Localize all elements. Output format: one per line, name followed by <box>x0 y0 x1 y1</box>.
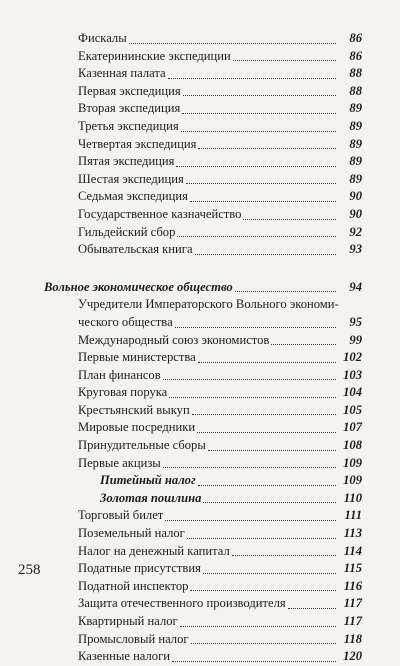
toc-entry-title: Податной инспектор <box>78 578 189 593</box>
toc-entry <box>44 525 362 543</box>
toc-entry <box>44 188 362 206</box>
toc-entry-title: Торговый билет <box>78 508 164 523</box>
page-number: 258 <box>18 562 41 578</box>
toc-subentry <box>44 490 362 508</box>
toc-entry-page: 109 <box>343 473 362 488</box>
toc-entry-title: Принудительные сборы <box>78 438 206 453</box>
toc-section-heading <box>44 279 362 297</box>
dot-leader <box>163 466 336 468</box>
dot-leader <box>168 77 336 79</box>
toc-entry-title: ческого общества <box>78 314 173 329</box>
dot-leader <box>169 396 336 398</box>
toc-entry <box>44 332 362 350</box>
toc-entry-page: 92 <box>349 224 362 239</box>
toc-entry <box>44 419 362 437</box>
toc-entry-title: Податные присутствия <box>78 561 201 576</box>
toc-entry-title: Поземельный налог <box>78 526 185 541</box>
dot-leader <box>203 572 336 574</box>
toc-entry-page: 117 <box>343 596 362 611</box>
dot-leader <box>181 130 336 132</box>
toc-entry-page: 95 <box>349 314 362 329</box>
toc-entry-page: 113 <box>343 526 362 541</box>
toc-entry-page: 110 <box>343 490 362 505</box>
toc-entry-page: 109 <box>343 455 362 470</box>
toc-entry-title: Фискалы <box>78 31 127 45</box>
toc-entry-page: 104 <box>343 385 362 400</box>
toc-entry-title: Крестьянский выкуп <box>78 402 190 417</box>
dot-leader <box>177 235 336 237</box>
dot-leader <box>163 378 336 380</box>
toc-entry <box>44 595 362 613</box>
toc-entry-title: Седьмая экспедиция <box>78 189 188 204</box>
dot-leader <box>208 449 336 451</box>
dot-leader <box>172 660 336 662</box>
dot-leader <box>232 554 336 556</box>
toc-entry <box>44 367 362 385</box>
dot-leader <box>190 200 336 202</box>
dot-leader <box>235 290 336 292</box>
toc-entry-title: Гильдейский сбор <box>78 224 176 239</box>
toc-entry <box>44 241 362 259</box>
toc-entry-page: 93 <box>349 242 362 257</box>
toc-entry-page: 88 <box>349 83 362 98</box>
toc-entry-page: 90 <box>349 206 362 221</box>
toc-entry-title: Обывательская книга <box>78 242 193 257</box>
toc-entry-page: 89 <box>349 118 362 133</box>
toc-entry-page: 86 <box>349 48 362 63</box>
dot-leader <box>271 343 336 345</box>
dot-leader <box>198 147 336 149</box>
dot-leader <box>192 413 336 415</box>
toc-entry <box>44 543 362 561</box>
toc-entry <box>44 153 362 171</box>
toc-entry <box>44 48 362 66</box>
dot-leader <box>197 431 336 433</box>
toc-entry-title: Квартирный налог <box>78 614 178 628</box>
dot-leader <box>233 59 336 61</box>
toc-entry-title: Промысловый налог <box>78 631 189 646</box>
toc-entry-page: 94 <box>349 279 362 294</box>
dot-leader <box>243 218 336 220</box>
toc-entry <box>44 100 362 118</box>
toc-entry-title: Казенная палата <box>78 66 166 81</box>
dot-leader <box>182 112 336 114</box>
toc-subentry-title: Питейный налог <box>100 473 196 488</box>
toc-entry-title: Налог на денежный капитал <box>78 543 230 558</box>
toc-entry-page: 102 <box>343 350 362 365</box>
toc-entry <box>44 30 362 48</box>
toc-entry <box>44 65 362 83</box>
toc-entry <box>44 402 362 420</box>
toc-entry-page: 89 <box>349 101 362 116</box>
toc-entry <box>44 613 362 631</box>
toc-entry-page: 116 <box>343 578 362 593</box>
toc-section-title: Вольное экономическое общество <box>44 279 233 294</box>
toc-entry-title: Международный союз экономистов <box>78 332 270 347</box>
toc-entry <box>44 224 362 242</box>
dot-leader <box>198 484 336 486</box>
toc-entry <box>44 507 362 525</box>
toc-entry-title: Первая экспедиция <box>78 83 181 98</box>
toc-entry-title: Пятая экспедиция <box>78 154 175 169</box>
toc-entry-page: 114 <box>343 543 362 558</box>
dot-leader <box>203 501 336 503</box>
section-gap <box>44 259 362 279</box>
toc-entry-page: 117 <box>343 614 362 628</box>
table-of-contents <box>44 30 362 666</box>
toc-entry-title: Первые акцизы <box>78 455 161 470</box>
toc-entry <box>44 136 362 154</box>
toc-entry-page: 115 <box>343 561 362 576</box>
toc-entry-title: План финансов <box>78 367 161 382</box>
toc-entry-title: Третья экспедиция <box>78 118 179 133</box>
dot-leader <box>165 519 336 521</box>
toc-entry-title: Вторая экспедиция <box>78 101 181 116</box>
toc-entry <box>44 437 362 455</box>
toc-entry-page: 89 <box>349 154 362 169</box>
toc-entry-page: 103 <box>343 367 362 382</box>
toc-entry <box>44 455 362 473</box>
toc-entry <box>44 578 362 596</box>
toc-entry-page: 118 <box>343 631 362 646</box>
dot-leader <box>183 94 336 96</box>
toc-entry <box>44 171 362 189</box>
toc-entry-page: 99 <box>349 332 362 347</box>
toc-entry-title: Шестая экспедиция <box>78 171 184 186</box>
toc-subentry-title: Золотая пошлина <box>100 490 202 505</box>
toc-entry-wrapped-line: Учредители Императорского Вольного экономи- <box>78 297 339 312</box>
toc-entry-page: 105 <box>343 402 362 417</box>
dot-leader <box>198 361 336 363</box>
toc-entry <box>44 83 362 101</box>
toc-entry <box>44 118 362 136</box>
toc-entry-page: 111 <box>344 508 362 523</box>
toc-entry-page: 86 <box>349 31 362 45</box>
dot-leader <box>129 42 336 44</box>
dot-leader <box>191 642 336 644</box>
toc-entry <box>44 648 362 666</box>
toc-entry <box>44 206 362 224</box>
dot-leader <box>195 253 336 255</box>
toc-entry-title: Четвертая экспедиция <box>78 136 197 151</box>
dot-leader <box>186 182 336 184</box>
toc-entry-title: Первые министерства <box>78 350 196 365</box>
toc-entry-title: Мировые посредники <box>78 420 196 435</box>
toc-entry-title: Казенные налоги <box>78 649 170 664</box>
dot-leader <box>187 537 336 539</box>
toc-entry-title: Екатерининские экспедиции <box>78 48 231 63</box>
toc-entry-page: 107 <box>343 420 362 435</box>
toc-entry-title: Государственное казначейство <box>78 206 242 221</box>
toc-entry-page: 88 <box>349 66 362 81</box>
dot-leader <box>288 607 336 609</box>
toc-entry-page: 89 <box>349 171 362 186</box>
toc-entry <box>44 631 362 649</box>
dot-leader <box>180 625 336 627</box>
toc-entry-page: 89 <box>349 136 362 151</box>
toc-subentry <box>44 472 362 490</box>
toc-entry <box>44 314 362 332</box>
toc-entry-title: Защита отечественного производителя <box>78 596 286 611</box>
toc-entry-page: 120 <box>343 649 362 664</box>
toc-entry-title: Круговая порука <box>78 385 168 400</box>
toc-entry <box>44 349 362 367</box>
dot-leader <box>175 326 336 328</box>
toc-entry <box>44 384 362 402</box>
toc-entry <box>44 560 362 578</box>
toc-entry-page: 90 <box>349 189 362 204</box>
dot-leader <box>176 165 336 167</box>
toc-entry-page: 108 <box>343 438 362 453</box>
